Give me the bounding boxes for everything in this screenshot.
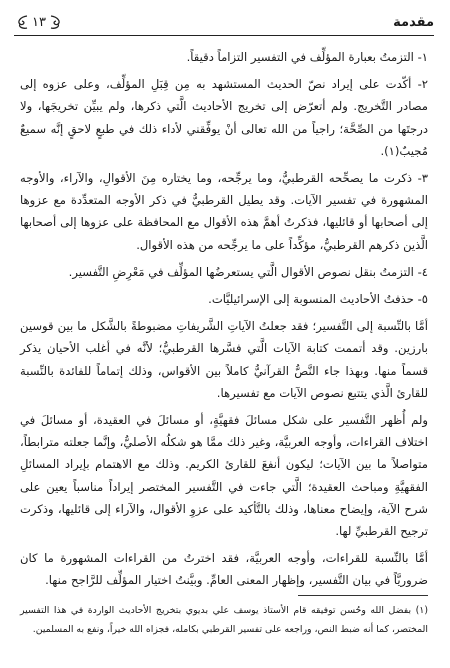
paragraph-8: أمَّا بالنِّسبة للقراءات، وأوجه العربيَّة، فقد اخترتُ من القراءات المشهورة ما كان ضروريَّاً في بيان التَّفسير، وإظهار المعنى العامِّ. وبيَّنتُ اختيار المؤلِّف للرَّاجح منها. bbox=[20, 551, 428, 588]
ornament-right-icon bbox=[48, 14, 64, 30]
footnote: (١) بفضل الله وحُسن توفيقه قام الأستاذ يوسف علي بديوي بتخريج الأحاديث الواردة في هذا التفسير المختصر، كما أنه ضبط النص، وراجعه على تفسير القرطبي بكامله، فجزاه الله خيراً، ونفع به المسلمين. bbox=[20, 605, 428, 635]
paragraph-4: ٤- التزمتُ بنقل نصوص الأقوال الَّتي يستعرضُها المؤلِّف في مَعْرِضِ التَّفسير. bbox=[68, 264, 428, 279]
paragraph-1: ١- التزمتُ بعبارة المؤلِّف في التفسير التزاماً دقيقاً. bbox=[186, 50, 428, 64]
ornament-left-icon bbox=[14, 14, 30, 30]
paragraph-5: ٥- حذفتُ الأحاديث المنسوبة إلى الإسرائيليَّات. bbox=[208, 292, 428, 307]
page-number: ١٣ bbox=[32, 14, 46, 30]
paragraph-6: أمَّا بالنِّسبة إلى التَّفسير؛ فقد جعلتُ الآياتِ الشَّريفاتِ مضبوطةً بالشَّكل ما بين قوسين بارزين. وقد أتممت كتابة الآيات الَّتي فسَّرها القرطبيُّ؛ لأنَّه في أغلب الأحيان يذكر قسماً منها. وبهذا جاء النَّصُّ القرآنيُّ كاملاً بين الأقواس، وذلك إتماماً للفائدة بالنِّسبة للقارئ الَّذي يتتبع نصوص الآيات مع تفسيرها. bbox=[20, 319, 428, 400]
footnote-separator bbox=[298, 595, 428, 596]
paragraph-3: ٣- ذكرت ما يصحِّحه القرطبيُّ، وما يرجِّحه، وما يختاره مِنَ الأقوالِ، والآراء، والأوجه المشهورة في تفسير الآيات. وقد يطيل القرطبيُّ في ذكر الأوجه المتعدِّدة مع عزوها إلى أصحابها أو قائليها، فذكرتُ أهمَّ هذه الأقوال مع المحافظة على عزوها إلى أصحابها الَّذين ذكرهم القرطبيُّ، مؤكِّداً على ما يرجِّحه من هذه الأقوال. bbox=[20, 171, 428, 252]
page-header bbox=[14, 9, 434, 36]
main-text bbox=[20, 46, 428, 597]
page-number-ornament bbox=[14, 14, 64, 30]
running-title: مقدمة bbox=[393, 14, 434, 30]
paragraph-2: ٢- أكّدت على إيراد نصّ الحديث المستشهد به مِن قِبَلِ المؤلِّف، وعلى عزوه إلى مصادر التَّخريج. ولم أتعرّض إلى تخريج الأحاديث الَّتي ذكرها، ولم يبيِّن تخريجَها، ولا درجتَها من الصِّحَّة؛ راجياً من الله تعالى أنْ يوفِّقني لأداء ذلك في طبعٍ لاحقٍ إنَّه سميعٌ مُجيبٌ(١). bbox=[20, 77, 428, 158]
paragraph-7: ولم أُظهر التَّفسير على شكل مسائلَ فقهيَّةٍ، أو مسائلَ في العقيدة، أو مسائلَ في اختلاف القراءات، وأوجه العربيَّة، وغير ذلك ممَّا هو شكلُه الأصليُّ، وإنَّما جعلته مترابطاً، متواصلاً ما بين الآيات؛ ليكون أنفعَ للقارئ الكريم. وذلك مع الاهتمام بإيراد المسائلِ الفقهيَّةِ ومباحث العقيدة؛ الَّتي جاءت في التَّفسير المختصر إيراداً مناسباً يعين على شرح الآية، وإيضاح معناها، وذلك بالتَّأكيد على عزوِ الأقوال، والآراء إلى قائليها، وذكرت ترجيح القرطبيِّ لها. bbox=[20, 413, 428, 539]
